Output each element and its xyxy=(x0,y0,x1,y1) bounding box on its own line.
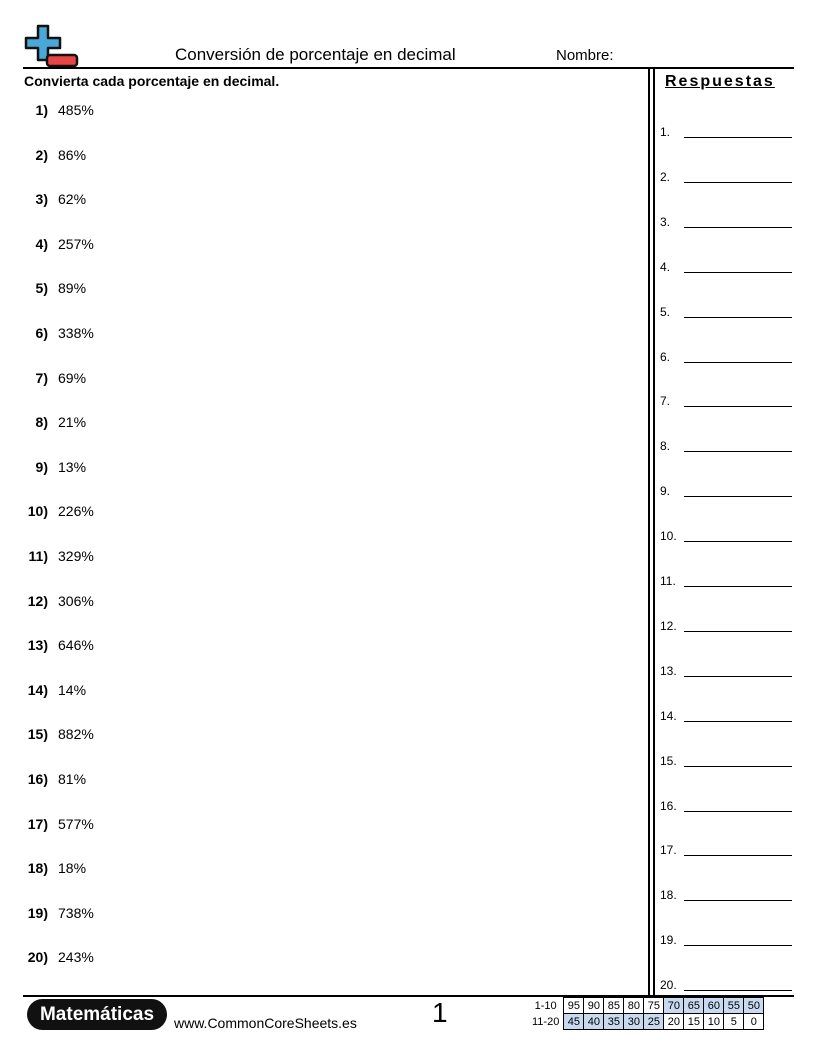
answer-number: 6. xyxy=(660,349,671,364)
problem-item xyxy=(0,860,260,882)
problem-value: 882% xyxy=(58,726,94,743)
problem-value: 81% xyxy=(58,771,87,787)
score-cell: 60 xyxy=(704,998,724,1014)
score-cell: 25 xyxy=(644,1014,664,1030)
answer-item xyxy=(660,885,794,905)
problem-value: 257% xyxy=(58,235,94,252)
problem-number: 4) xyxy=(35,235,48,252)
score-cell: 55 xyxy=(724,998,744,1014)
answer-number: 9. xyxy=(660,484,671,499)
problem-number: 15) xyxy=(27,726,48,743)
problem-value: 18% xyxy=(58,860,87,877)
problem-number: 13) xyxy=(27,637,48,654)
brand-label: Matemáticas xyxy=(39,1003,155,1025)
answer-item xyxy=(660,391,794,411)
problem-number: 17) xyxy=(27,815,48,832)
answer-item xyxy=(660,796,794,816)
answer-blank[interactable] xyxy=(684,227,792,228)
score-cell: 65 xyxy=(684,998,704,1014)
problem-number: 10) xyxy=(27,503,48,520)
answer-blank[interactable] xyxy=(684,990,792,991)
answer-number: 10. xyxy=(660,529,677,544)
name-label: Nombre: xyxy=(556,47,614,64)
answer-item xyxy=(660,706,794,726)
answer-item xyxy=(660,302,794,322)
answer-number: 20. xyxy=(660,978,677,993)
problem-number: 18) xyxy=(27,860,48,877)
answer-number: 7. xyxy=(660,394,671,409)
answer-item xyxy=(660,840,794,860)
answer-item xyxy=(660,481,794,501)
answer-blank[interactable] xyxy=(684,182,792,183)
problem-item xyxy=(0,414,260,436)
instructions: Convierta cada porcentaje en decimal. xyxy=(24,73,280,89)
score-cell: 45 xyxy=(564,1014,584,1030)
score-table xyxy=(530,997,764,1030)
problem-number: 5) xyxy=(35,280,48,297)
score-cell: 10 xyxy=(704,1014,724,1030)
problem-number: 8) xyxy=(35,414,48,431)
answer-blank[interactable] xyxy=(684,541,792,542)
problem-item xyxy=(0,102,260,124)
score-cell: 15 xyxy=(684,1014,704,1030)
answer-blank[interactable] xyxy=(684,317,792,318)
answer-number: 1. xyxy=(660,125,671,139)
answer-blank[interactable] xyxy=(684,811,792,812)
problem-item xyxy=(0,771,260,793)
problem-value: 62% xyxy=(58,191,87,208)
answer-item xyxy=(660,930,794,950)
answer-blank[interactable] xyxy=(684,721,792,722)
answer-item xyxy=(660,347,794,367)
score-cell: 70 xyxy=(664,998,684,1014)
problem-value: 21% xyxy=(58,414,87,431)
score-cell: 80 xyxy=(624,998,644,1014)
answer-number: 12. xyxy=(660,618,677,633)
problem-item xyxy=(0,236,260,258)
answer-number: 18. xyxy=(660,888,677,903)
problem-value: 306% xyxy=(58,592,94,609)
score-cell: 50 xyxy=(744,998,764,1014)
problem-number: 19) xyxy=(27,904,48,921)
problem-item xyxy=(0,191,260,213)
problem-number: 6) xyxy=(35,325,48,341)
problem-value: 14% xyxy=(58,681,87,698)
problem-value: 13% xyxy=(58,458,87,475)
problem-value: 226% xyxy=(58,503,94,520)
problem-value: 243% xyxy=(58,949,94,966)
answer-blank[interactable] xyxy=(684,586,792,587)
answer-item xyxy=(660,257,794,277)
answer-item xyxy=(660,975,794,995)
worksheet-title: Conversión de porcentaje en decimal xyxy=(175,45,456,64)
answer-blank[interactable] xyxy=(684,137,792,138)
problem-value: 646% xyxy=(58,637,94,654)
problem-number: 12) xyxy=(27,592,48,609)
problem-item xyxy=(0,548,260,570)
problem-value: 86% xyxy=(58,146,87,163)
answer-number: 19. xyxy=(660,933,677,948)
problem-item xyxy=(0,682,260,704)
problem-item xyxy=(0,370,260,392)
page-number: 1 xyxy=(432,997,448,1028)
problem-number: 14) xyxy=(27,681,48,698)
problem-item xyxy=(0,905,260,927)
answer-item xyxy=(660,616,794,636)
score-cell: 40 xyxy=(584,1014,604,1030)
answer-number: 14. xyxy=(660,708,677,723)
answer-item xyxy=(660,212,794,232)
problem-item xyxy=(0,325,260,347)
problem-number: 16) xyxy=(27,771,48,787)
column-divider-left xyxy=(648,67,650,996)
problem-item xyxy=(0,816,260,838)
problem-number: 9) xyxy=(35,458,48,475)
answer-blank[interactable] xyxy=(684,900,792,901)
score-cell: 35 xyxy=(604,1014,624,1030)
answer-number: 15. xyxy=(660,753,677,768)
answer-item xyxy=(660,167,794,187)
answer-blank[interactable] xyxy=(684,766,792,767)
score-row-label: 11-20 xyxy=(532,1015,560,1028)
problem-value: 485% xyxy=(58,102,94,118)
problem-value: 69% xyxy=(58,369,87,386)
problem-item xyxy=(0,459,260,481)
header-divider xyxy=(23,67,794,69)
score-cell: 75 xyxy=(644,998,664,1014)
problem-number: 2) xyxy=(35,146,48,163)
column-divider-right xyxy=(653,67,655,996)
answer-number: 11. xyxy=(660,574,676,588)
brand-badge xyxy=(27,999,167,1030)
problem-item xyxy=(0,726,260,748)
answer-number: 16. xyxy=(660,798,677,813)
answer-blank[interactable] xyxy=(684,855,792,856)
answer-number: 13. xyxy=(660,663,677,678)
answer-number: 17. xyxy=(660,843,677,858)
answers-title: Respuestas xyxy=(665,73,775,90)
problem-number: 7) xyxy=(35,369,48,386)
plus-minus-logo-icon xyxy=(23,24,79,68)
problem-item xyxy=(0,280,260,302)
answer-blank[interactable] xyxy=(684,945,792,946)
answer-blank[interactable] xyxy=(684,272,792,273)
answer-number: 4. xyxy=(660,259,671,274)
problem-item xyxy=(0,637,260,659)
problem-number: 1) xyxy=(35,102,48,118)
score-cell: 5 xyxy=(724,1014,744,1030)
answer-number: 2. xyxy=(660,169,671,184)
score-row xyxy=(530,998,764,1014)
problem-item xyxy=(0,949,260,971)
score-cell: 95 xyxy=(564,998,584,1014)
problem-value: 338% xyxy=(58,325,94,341)
score-cell: 85 xyxy=(604,998,624,1014)
problem-number: 20) xyxy=(27,949,48,966)
answer-blank[interactable] xyxy=(684,406,792,407)
problem-item xyxy=(0,503,260,525)
problem-number: 11) xyxy=(28,548,48,564)
problem-value: 738% xyxy=(58,904,94,921)
score-cell: 30 xyxy=(624,1014,644,1030)
score-cell: 20 xyxy=(664,1014,684,1030)
answer-blank[interactable] xyxy=(684,496,792,497)
answer-item xyxy=(660,661,794,681)
problem-value: 89% xyxy=(58,280,87,297)
answer-blank[interactable] xyxy=(684,451,792,452)
answer-number: 3. xyxy=(660,214,671,229)
problem-value: 329% xyxy=(58,548,94,564)
answer-item xyxy=(660,436,794,456)
answer-number: 8. xyxy=(660,439,671,454)
score-cell: 90 xyxy=(584,998,604,1014)
problem-item xyxy=(0,147,260,169)
site-url: www.CommonCoreSheets.es xyxy=(174,1015,357,1031)
problem-item xyxy=(0,593,260,615)
problem-number: 3) xyxy=(35,191,48,208)
problem-value: 577% xyxy=(58,815,94,832)
answer-blank[interactable] xyxy=(684,631,792,632)
answer-number: 5. xyxy=(660,304,671,319)
score-cell: 0 xyxy=(744,1014,764,1030)
answer-item xyxy=(660,122,794,142)
score-row-label: 1-10 xyxy=(534,999,557,1012)
answer-item xyxy=(660,751,794,771)
answer-blank[interactable] xyxy=(684,676,792,677)
answer-item xyxy=(660,526,794,546)
answer-blank[interactable] xyxy=(684,362,792,363)
answer-item xyxy=(660,571,794,591)
score-row xyxy=(530,1014,764,1030)
